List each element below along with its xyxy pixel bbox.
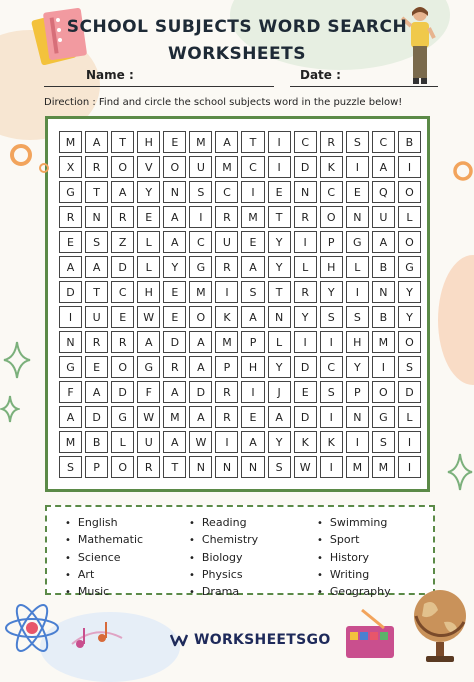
- grid-cell[interactable]: A: [372, 156, 395, 178]
- grid-cell[interactable]: H: [320, 256, 343, 278]
- grid-cell[interactable]: E: [241, 231, 264, 253]
- word-list-item: • Chemistry: [189, 532, 258, 549]
- date-line[interactable]: [290, 86, 438, 87]
- grid-cell[interactable]: T: [85, 181, 108, 203]
- grid-cell[interactable]: I: [346, 431, 369, 453]
- grid-cell[interactable]: E: [163, 306, 186, 328]
- grid-cell[interactable]: G: [189, 256, 212, 278]
- sparkle-right-icon: [446, 452, 474, 492]
- grid-cell[interactable]: B: [372, 306, 395, 328]
- grid-cell[interactable]: H: [137, 131, 160, 153]
- grid-cell[interactable]: D: [398, 381, 421, 403]
- word-list-item: • Writing: [317, 567, 391, 584]
- grid-cell[interactable]: R: [85, 156, 108, 178]
- word-list-column-3: [317, 515, 391, 601]
- grid-cell[interactable]: E: [346, 181, 369, 203]
- grid-cell[interactable]: S: [346, 306, 369, 328]
- grid-cell[interactable]: W: [137, 306, 160, 328]
- grid-cell[interactable]: A: [241, 306, 264, 328]
- grid-cell[interactable]: S: [85, 231, 108, 253]
- grid-cell[interactable]: M: [346, 456, 369, 478]
- grid-cell[interactable]: I: [320, 406, 343, 428]
- word-list-item: • Mathematic: [65, 532, 143, 549]
- grid-cell[interactable]: D: [294, 406, 317, 428]
- grid-cell[interactable]: D: [294, 356, 317, 378]
- grid-cell[interactable]: O: [111, 356, 134, 378]
- grid-cell[interactable]: N: [241, 456, 264, 478]
- name-label: Name :: [86, 68, 134, 82]
- grid-cell[interactable]: R: [215, 206, 238, 228]
- grid-cell[interactable]: P: [320, 231, 343, 253]
- grid-cell[interactable]: W: [294, 456, 317, 478]
- grid-cell[interactable]: R: [85, 331, 108, 353]
- grid-cell[interactable]: E: [163, 131, 186, 153]
- grid-cell[interactable]: O: [163, 156, 186, 178]
- grid-cell[interactable]: D: [85, 406, 108, 428]
- grid-cell[interactable]: Y: [294, 306, 317, 328]
- title-line-1: SCHOOL SUBJECTS WORD SEARCH: [66, 17, 408, 37]
- ring-icon: [8, 142, 34, 168]
- grid-cell[interactable]: E: [163, 281, 186, 303]
- name-line[interactable]: [44, 86, 274, 87]
- grid-cell[interactable]: E: [294, 381, 317, 403]
- grid-cell[interactable]: A: [372, 231, 395, 253]
- grid-cell[interactable]: D: [294, 156, 317, 178]
- grid-cell[interactable]: N: [189, 456, 212, 478]
- grid-cell[interactable]: W: [137, 406, 160, 428]
- grid-cell[interactable]: E: [268, 181, 291, 203]
- word-list-item: • Reading: [189, 515, 258, 532]
- grid-cell[interactable]: Y: [268, 256, 291, 278]
- grid-cell[interactable]: D: [59, 281, 82, 303]
- direction-text: Direction : Find and circle the school subjects word in the puzzle below!: [44, 97, 403, 108]
- grid-cell[interactable]: A: [268, 406, 291, 428]
- grid-cell[interactable]: S: [320, 381, 343, 403]
- grid-cell[interactable]: D: [111, 381, 134, 403]
- grid-cell[interactable]: L: [111, 431, 134, 453]
- grid-cell[interactable]: Y: [320, 281, 343, 303]
- grid-cell[interactable]: A: [163, 206, 186, 228]
- grid-cell[interactable]: G: [372, 406, 395, 428]
- grid-cell[interactable]: M: [59, 431, 82, 453]
- grid-cell[interactable]: B: [372, 256, 395, 278]
- grid-cell[interactable]: M: [189, 281, 212, 303]
- sparkle-small-icon: [0, 394, 20, 424]
- grid-cell[interactable]: V: [137, 156, 160, 178]
- grid-cell[interactable]: M: [241, 206, 264, 228]
- word-list-item: • English: [65, 515, 143, 532]
- grid-cell[interactable]: A: [111, 181, 134, 203]
- grid-cell[interactable]: A: [85, 131, 108, 153]
- grid-cell[interactable]: H: [241, 356, 264, 378]
- grid-cell[interactable]: R: [215, 256, 238, 278]
- grid-cell[interactable]: T: [163, 456, 186, 478]
- grid-cell[interactable]: C: [215, 181, 238, 203]
- word-list-item: • Drama: [189, 584, 258, 601]
- grid-cell[interactable]: T: [268, 281, 291, 303]
- grid-cell[interactable]: G: [111, 406, 134, 428]
- grid-cell[interactable]: T: [85, 281, 108, 303]
- decor-blob-right: [438, 255, 474, 385]
- grid-cell[interactable]: P: [241, 331, 264, 353]
- grid-cell[interactable]: W: [189, 431, 212, 453]
- grid-cell[interactable]: S: [189, 181, 212, 203]
- grid-cell[interactable]: Y: [268, 356, 291, 378]
- grid-cell[interactable]: N: [59, 331, 82, 353]
- grid-cell[interactable]: S: [241, 281, 264, 303]
- grid-cell[interactable]: Y: [163, 256, 186, 278]
- grid-cell[interactable]: D: [163, 331, 186, 353]
- grid-cell[interactable]: M: [189, 131, 212, 153]
- grid-cell[interactable]: E: [111, 306, 134, 328]
- grid-cell[interactable]: G: [398, 256, 421, 278]
- grid-cell[interactable]: I: [268, 156, 291, 178]
- grid-cell[interactable]: R: [111, 331, 134, 353]
- title-line-2: WORKSHEETS: [167, 44, 306, 64]
- grid-cell[interactable]: O: [111, 156, 134, 178]
- word-list-column-2: [189, 515, 258, 601]
- grid-cell[interactable]: Y: [346, 356, 369, 378]
- grid-cell[interactable]: C: [189, 231, 212, 253]
- grid-cell[interactable]: Y: [137, 181, 160, 203]
- word-search-grid: [59, 131, 421, 478]
- grid-cell[interactable]: Q: [372, 181, 395, 203]
- word-list-item: • Sport: [317, 532, 391, 549]
- grid-cell[interactable]: L: [398, 206, 421, 228]
- grid-cell[interactable]: M: [372, 456, 395, 478]
- grid-cell[interactable]: R: [215, 406, 238, 428]
- grid-cell[interactable]: G: [59, 181, 82, 203]
- grid-cell[interactable]: O: [189, 306, 212, 328]
- grid-cell[interactable]: K: [320, 431, 343, 453]
- grid-cell[interactable]: N: [163, 181, 186, 203]
- grid-cell[interactable]: E: [85, 356, 108, 378]
- grid-cell[interactable]: L: [294, 256, 317, 278]
- grid-cell[interactable]: J: [268, 381, 291, 403]
- grid-cell[interactable]: U: [189, 156, 212, 178]
- grid-cell[interactable]: T: [111, 131, 134, 153]
- grid-cell[interactable]: B: [398, 131, 421, 153]
- grid-cell[interactable]: I: [241, 181, 264, 203]
- word-list-item: • Swimming: [317, 515, 391, 532]
- grid-cell[interactable]: U: [372, 206, 395, 228]
- grid-cell[interactable]: U: [215, 231, 238, 253]
- grid-cell[interactable]: D: [111, 256, 134, 278]
- grid-cell[interactable]: O: [398, 331, 421, 353]
- grid-cell[interactable]: T: [241, 131, 264, 153]
- grid-cell[interactable]: R: [59, 206, 82, 228]
- grid-cell[interactable]: P: [346, 381, 369, 403]
- grid-cell[interactable]: C: [294, 131, 317, 153]
- grid-cell[interactable]: P: [215, 356, 238, 378]
- grid-cell[interactable]: N: [372, 281, 395, 303]
- grid-cell[interactable]: I: [189, 206, 212, 228]
- grid-cell[interactable]: C: [372, 131, 395, 153]
- grid-cell[interactable]: N: [346, 206, 369, 228]
- grid-cell[interactable]: A: [189, 356, 212, 378]
- grid-cell[interactable]: R: [111, 206, 134, 228]
- grid-cell[interactable]: U: [137, 431, 160, 453]
- grid-cell[interactable]: A: [189, 406, 212, 428]
- grid-cell[interactable]: R: [163, 356, 186, 378]
- grid-cell[interactable]: I: [241, 381, 264, 403]
- grid-cell[interactable]: Y: [268, 431, 291, 453]
- grid-cell[interactable]: G: [59, 356, 82, 378]
- grid-cell[interactable]: A: [163, 431, 186, 453]
- word-list-item: • History: [317, 550, 391, 567]
- grid-cell[interactable]: I: [294, 231, 317, 253]
- grid-cell[interactable]: S: [268, 456, 291, 478]
- grid-cell[interactable]: I: [346, 281, 369, 303]
- ring-right-icon: [452, 160, 474, 182]
- grid-cell[interactable]: C: [320, 356, 343, 378]
- grid-cell[interactable]: A: [241, 431, 264, 453]
- grid-cell[interactable]: N: [294, 181, 317, 203]
- globe-icon: [408, 582, 470, 668]
- grid-cell[interactable]: L: [268, 331, 291, 353]
- word-list-item: • Biology: [189, 550, 258, 567]
- grid-cell[interactable]: H: [346, 331, 369, 353]
- grid-cell[interactable]: I: [294, 331, 317, 353]
- grid-cell[interactable]: O: [111, 456, 134, 478]
- grid-cell[interactable]: A: [189, 331, 212, 353]
- atom-icon: [2, 598, 62, 658]
- grid-cell[interactable]: I: [372, 356, 395, 378]
- grid-cell[interactable]: P: [85, 456, 108, 478]
- grid-cell[interactable]: N: [346, 406, 369, 428]
- worksheet-title: [60, 14, 414, 68]
- word-list-column-1: [65, 515, 143, 601]
- sparkle-icon: [2, 340, 32, 380]
- grid-cell[interactable]: Z: [111, 231, 134, 253]
- grid-cell[interactable]: Y: [398, 306, 421, 328]
- grid-cell[interactable]: C: [320, 181, 343, 203]
- date-label: Date :: [300, 68, 341, 82]
- grid-cell[interactable]: L: [398, 406, 421, 428]
- grid-cell[interactable]: O: [398, 231, 421, 253]
- grid-cell[interactable]: R: [294, 206, 317, 228]
- music-notes-icon: [66, 614, 126, 658]
- grid-cell[interactable]: E: [137, 206, 160, 228]
- grid-cell[interactable]: L: [137, 256, 160, 278]
- grid-cell[interactable]: N: [215, 456, 238, 478]
- grid-cell[interactable]: A: [59, 406, 82, 428]
- grid-cell[interactable]: G: [137, 356, 160, 378]
- grid-cell[interactable]: X: [59, 156, 82, 178]
- grid-cell[interactable]: M: [163, 406, 186, 428]
- grid-cell[interactable]: I: [268, 131, 291, 153]
- grid-cell[interactable]: E: [59, 231, 82, 253]
- word-list-item: • Music: [65, 584, 143, 601]
- grid-cell[interactable]: K: [320, 156, 343, 178]
- grid-cell[interactable]: A: [163, 231, 186, 253]
- grid-cell[interactable]: R: [320, 131, 343, 153]
- grid-cell[interactable]: A: [163, 381, 186, 403]
- grid-cell[interactable]: O: [398, 181, 421, 203]
- grid-cell[interactable]: F: [59, 381, 82, 403]
- grid-cell[interactable]: K: [215, 306, 238, 328]
- grid-cell[interactable]: I: [346, 156, 369, 178]
- grid-cell[interactable]: S: [398, 356, 421, 378]
- grid-cell[interactable]: E: [241, 406, 264, 428]
- grid-cell[interactable]: S: [372, 431, 395, 453]
- grid-cell[interactable]: M: [59, 131, 82, 153]
- grid-cell[interactable]: R: [137, 456, 160, 478]
- grid-cell[interactable]: T: [268, 206, 291, 228]
- grid-cell[interactable]: L: [137, 231, 160, 253]
- grid-cell[interactable]: A: [85, 381, 108, 403]
- grid-cell[interactable]: Y: [398, 281, 421, 303]
- grid-cell[interactable]: I: [398, 431, 421, 453]
- grid-cell[interactable]: S: [59, 456, 82, 478]
- grid-cell[interactable]: A: [59, 256, 82, 278]
- grid-cell[interactable]: A: [215, 131, 238, 153]
- grid-cell[interactable]: D: [189, 381, 212, 403]
- grid-cell[interactable]: I: [59, 306, 82, 328]
- grid-cell[interactable]: I: [215, 281, 238, 303]
- grid-cell[interactable]: L: [346, 256, 369, 278]
- grid-cell[interactable]: C: [111, 281, 134, 303]
- grid-cell[interactable]: A: [137, 331, 160, 353]
- grid-cell[interactable]: R: [215, 381, 238, 403]
- grid-cell[interactable]: Y: [268, 231, 291, 253]
- grid-cell[interactable]: S: [346, 131, 369, 153]
- grid-cell[interactable]: F: [137, 381, 160, 403]
- grid-cell[interactable]: I: [320, 456, 343, 478]
- grid-cell[interactable]: R: [294, 281, 317, 303]
- grid-cell[interactable]: N: [85, 206, 108, 228]
- word-list-box: [45, 505, 435, 599]
- grid-cell[interactable]: I: [398, 456, 421, 478]
- grid-cell[interactable]: A: [241, 256, 264, 278]
- grid-cell[interactable]: K: [294, 431, 317, 453]
- grid-cell[interactable]: C: [241, 156, 264, 178]
- grid-cell[interactable]: U: [85, 306, 108, 328]
- grid-cell[interactable]: M: [372, 331, 395, 353]
- worksheetsgo-logo-icon: [170, 633, 188, 647]
- grid-cell[interactable]: S: [320, 306, 343, 328]
- grid-cell[interactable]: I: [320, 331, 343, 353]
- grid-cell[interactable]: M: [215, 156, 238, 178]
- word-list-item: • Physics: [189, 567, 258, 584]
- grid-cell[interactable]: B: [85, 431, 108, 453]
- word-list-item: • Science: [65, 550, 143, 567]
- word-list-item: • Geography: [317, 584, 391, 601]
- grid-cell[interactable]: H: [137, 281, 160, 303]
- grid-cell[interactable]: A: [85, 256, 108, 278]
- brand-name: WORKSHEETSGO: [194, 632, 331, 648]
- grid-cell[interactable]: I: [215, 431, 238, 453]
- grid-cell[interactable]: G: [346, 231, 369, 253]
- grid-cell[interactable]: I: [398, 156, 421, 178]
- art-supplies-icon: [340, 606, 402, 664]
- word-list-item: • Art: [65, 567, 143, 584]
- grid-cell[interactable]: O: [372, 381, 395, 403]
- grid-cell[interactable]: O: [320, 206, 343, 228]
- grid-cell[interactable]: N: [268, 306, 291, 328]
- ring-small-icon: [38, 162, 50, 174]
- grid-cell[interactable]: M: [215, 331, 238, 353]
- brand-logo: [170, 632, 331, 648]
